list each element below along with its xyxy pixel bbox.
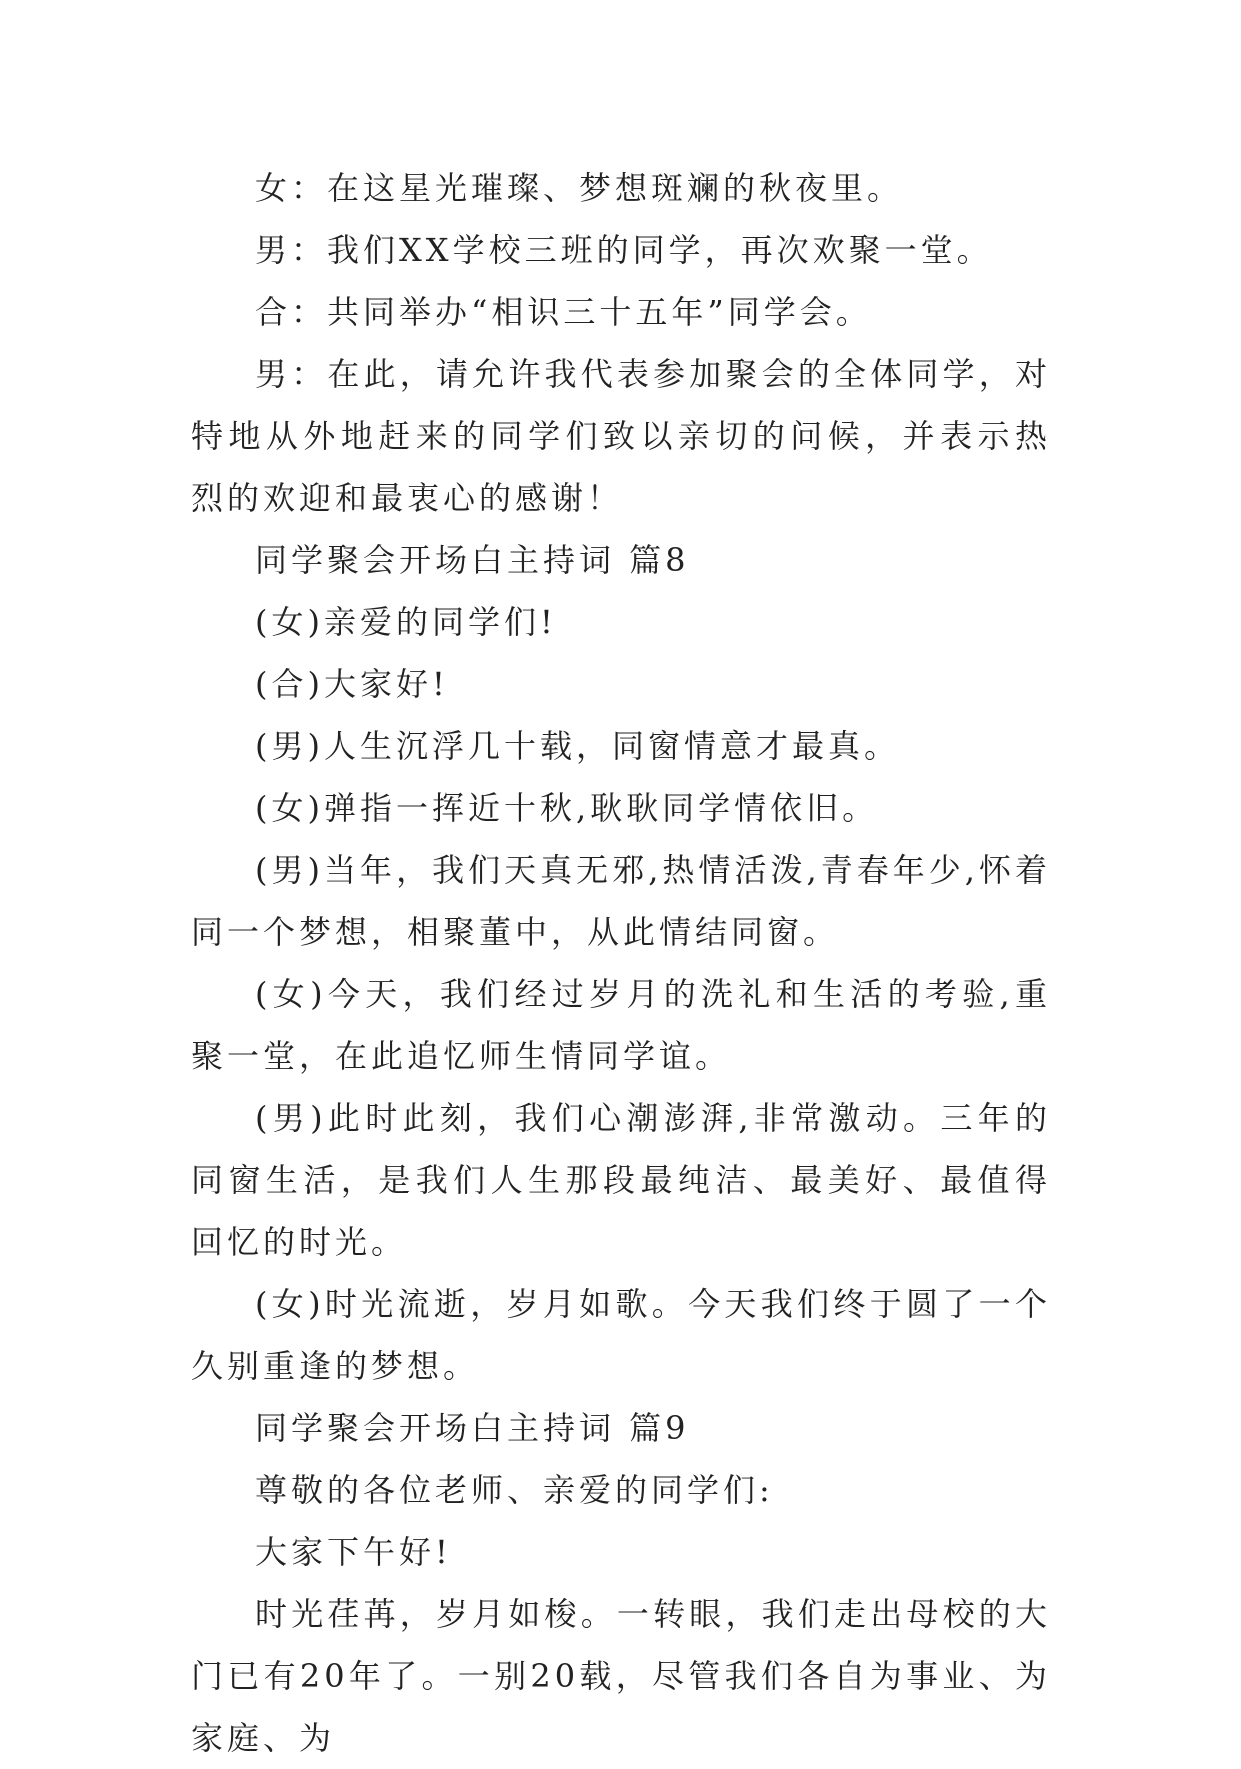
paragraph-17: 时光荏苒，岁月如梭。一转眼，我们走出母校的大门已有20年了。一别20载，尽管我们各自为事业、为家庭、为 <box>191 1595 1051 1757</box>
paragraph-8: (男)人生沉浮几十载，同窗情意才最真。 <box>255 727 900 765</box>
paragraph-10: (男)当年，我们天真无邪,热情活泼,青春年少,怀着同一个梦想，相聚董中，从此情结同窗。 <box>191 851 1051 951</box>
paragraph-2: 男：我们XX学校三班的同学，再次欢聚一堂。 <box>255 231 993 269</box>
paragraph-6: (女)亲爱的同学们! <box>255 603 557 641</box>
document-body <box>191 157 1051 1769</box>
paragraph-11: (女)今天，我们经过岁月的洗礼和生活的考验,重聚一堂，在此追忆师生情同学谊。 <box>191 975 1051 1075</box>
section-heading-9: 同学聚会开场白主持词 篇9 <box>255 1409 690 1447</box>
paragraph-13: (女)时光流逝，岁月如歌。今天我们终于圆了一个久别重逢的梦想。 <box>191 1285 1051 1385</box>
section-heading-8: 同学聚会开场白主持词 篇8 <box>255 541 690 579</box>
paragraph-3: 合：共同举办“相识三十五年”同学会。 <box>255 293 872 331</box>
paragraph-4: 男：在此，请允许我代表参加聚会的全体同学，对特地从外地赶来的同学们致以亲切的问候，并表示热烈的欢迎和最衷心的感谢！ <box>191 355 1051 517</box>
paragraph-16: 大家下午好! <box>255 1533 452 1571</box>
paragraph-9: (女)弹指一挥近十秋,耿耿同学情依旧。 <box>255 789 879 827</box>
paragraph-15: 尊敬的各位老师、亲爱的同学们: <box>255 1471 774 1509</box>
paragraph-1: 女：在这星光璀璨、梦想斑斓的秋夜里。 <box>255 169 904 207</box>
paragraph-7: (合)大家好! <box>255 665 449 703</box>
paragraph-12: (男)此时此刻，我们心潮澎湃,非常激动。三年的同窗生活，是我们人生那段最纯洁、最美好、最值得回忆的时光。 <box>191 1099 1051 1261</box>
